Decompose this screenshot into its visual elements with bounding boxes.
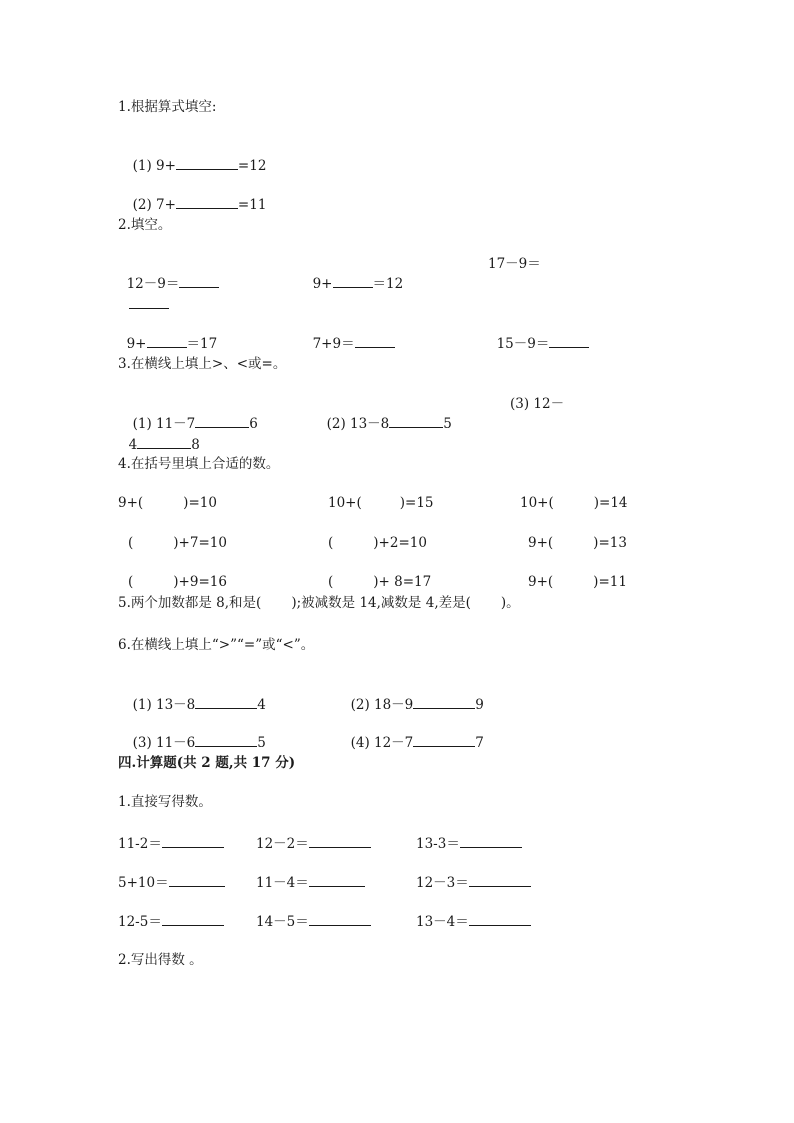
q1-item-1-post: =12	[237, 158, 267, 174]
answer-blank[interactable]	[413, 732, 475, 747]
c1-r1-a-text: 11-2＝	[118, 836, 162, 852]
q1-item-2	[124, 176, 266, 214]
answer-blank[interactable]	[309, 872, 365, 887]
q1-item-2-post: =11	[237, 197, 267, 213]
answer-blank[interactable]	[469, 872, 531, 887]
q2-r1-a-text: 12－9＝	[126, 276, 180, 292]
c1-r1-a	[118, 833, 224, 853]
q3-item-1-post: 6	[249, 416, 258, 432]
q4-r3-c-pre: 9+(	[528, 574, 554, 590]
q2-r2-c	[488, 315, 589, 353]
q4-r3-a-pre: (	[128, 574, 134, 590]
q1-item-2-pre: (2) 7+	[132, 197, 176, 213]
c1-r3-c-text: 13－4＝	[416, 914, 469, 930]
c2-title: 2.写出得数 。	[118, 952, 203, 968]
c1-r1-b	[256, 833, 371, 853]
answer-blank[interactable]	[176, 194, 238, 209]
q4-r1-a-post: )=10	[183, 495, 217, 511]
answer-blank[interactable]	[162, 833, 224, 848]
c1-r1-c-text: 13-3＝	[416, 836, 460, 852]
answer-blank[interactable]	[549, 333, 589, 348]
q4-r2-b-post: )+2=10	[373, 535, 427, 551]
q3-item-2-pre: (2) 13－8	[326, 416, 390, 432]
answer-blank[interactable]	[162, 911, 224, 926]
q4-r3-a-post: )+9=16	[173, 574, 227, 590]
answer-blank[interactable]	[147, 333, 187, 348]
answer-blank[interactable]	[355, 333, 395, 348]
q6-item-1	[124, 676, 266, 714]
q4-r2-b-pre: (	[328, 535, 334, 551]
answer-blank[interactable]	[176, 155, 238, 170]
q3-item-3-cont-pre: 4	[128, 437, 138, 453]
q2-r2-b-text: 7+9＝	[312, 336, 355, 352]
q4-r1-b	[328, 494, 434, 512]
answer-blank[interactable]	[309, 911, 371, 926]
q4-r3-b-post: )+ 8=17	[373, 574, 432, 590]
c1-r2-c	[416, 872, 531, 892]
answer-blank[interactable]	[195, 694, 257, 709]
q3-title: 3.在横线上填上>、<或=。	[118, 356, 287, 372]
q4-r3-b-pre: (	[328, 574, 334, 590]
q4-r2-a-post: )+7=10	[173, 535, 227, 551]
q6-title: 6.在横线上填上“>”“=”或“<”。	[118, 637, 315, 653]
c1-r2-b-text: 11－4＝	[256, 875, 309, 891]
q4-r1-a	[118, 494, 217, 512]
q6-item-1-pre: (1) 13－8	[132, 697, 196, 713]
q4-r2-c-pre: 9+(	[528, 535, 554, 551]
c1-r3-b	[256, 911, 371, 931]
q2-r1-c: 17－9＝	[488, 256, 541, 272]
section-4-title: 四.计算题(共 2 题,共 17 分)	[118, 755, 296, 771]
q3-item-2-post: 5	[443, 416, 452, 432]
q4-r3-c-post: )=11	[593, 574, 627, 590]
c1-r3-a-text: 12-5＝	[118, 914, 162, 930]
answer-blank[interactable]	[179, 273, 219, 288]
q2-title: 2.填空。	[118, 217, 172, 233]
answer-blank[interactable]	[195, 732, 257, 747]
answer-blank[interactable]	[195, 413, 249, 428]
q6-item-1-post: 4	[257, 697, 266, 713]
q2-r2-a-post: ＝17	[186, 336, 218, 352]
answer-blank[interactable]	[137, 434, 191, 449]
c1-title: 1.直接写得数。	[118, 794, 212, 810]
q4-r2-c	[528, 534, 627, 552]
answer-blank[interactable]	[413, 694, 475, 709]
answer-blank[interactable]	[309, 833, 371, 848]
q3-item-2	[318, 395, 452, 433]
q4-r3-c	[528, 573, 627, 591]
q2-r2-a	[118, 315, 217, 353]
q3-item-3-cont	[120, 416, 200, 454]
q6-item-4-pre: (4) 12－7	[350, 735, 414, 751]
c1-r3-c	[416, 911, 531, 931]
q4-r2-b	[328, 534, 427, 552]
answer-blank[interactable]	[460, 833, 522, 848]
c1-r2-a-text: 5+10＝	[118, 875, 169, 891]
answer-blank[interactable]	[169, 872, 225, 887]
c1-r1-b-text: 12－2＝	[256, 836, 309, 852]
q2-r2-a-pre: 9+	[126, 336, 147, 352]
q6-item-3-pre: (3) 11－6	[132, 735, 196, 751]
q6-item-3-post: 5	[257, 735, 266, 751]
q6-item-2	[342, 676, 484, 714]
q2-r2-b	[304, 315, 395, 353]
q3-item-3-cont-post: 8	[191, 437, 200, 453]
q4-r1-a-pre: 9+(	[118, 495, 144, 511]
answer-blank[interactable]	[129, 294, 169, 309]
q4-r2-a-pre: (	[128, 535, 134, 551]
q4-r2-a	[128, 534, 227, 552]
q4-r3-a	[128, 573, 227, 591]
q4-r1-b-pre: 10+(	[328, 495, 362, 511]
q1-item-1	[124, 137, 266, 175]
q4-r1-c-post: )=14	[593, 495, 628, 511]
q6-item-2-post: 9	[475, 697, 484, 713]
c1-r2-c-text: 12－3＝	[416, 875, 469, 891]
q1-item-1-pre: (1) 9+	[132, 158, 176, 174]
q1-title: 1.根据算式填空:	[118, 99, 217, 115]
answer-blank[interactable]	[389, 413, 443, 428]
q4-title: 4.在括号里填上合适的数。	[118, 456, 280, 472]
q3-item-3: (3) 12－	[510, 396, 565, 412]
q3-item-1-pre: (1) 11－7	[132, 416, 196, 432]
c1-r2-a	[118, 872, 225, 892]
q4-r1-c-pre: 10+(	[520, 495, 554, 511]
q6-item-2-pre: (2) 18－9	[350, 697, 414, 713]
q4-r3-b	[328, 573, 431, 591]
c1-r2-b	[256, 872, 365, 892]
q4-r2-c-post: )=13	[593, 535, 627, 551]
q2-r1-b	[304, 255, 403, 293]
q6-item-3	[124, 714, 266, 752]
c1-r3-a	[118, 911, 224, 931]
q5-text: 5.两个加数都是 8,和是( );被减数是 14,减数是 4,差是( )。	[118, 595, 520, 611]
c1-r1-c	[416, 833, 522, 853]
q6-item-4-post: 7	[475, 735, 484, 751]
c1-r3-b-text: 14－5＝	[256, 914, 309, 930]
q2-r1-b-post: ＝12	[372, 276, 404, 292]
q2-r1-b-pre: 9+	[312, 276, 333, 292]
q2-r2-c-text: 15－9＝	[496, 336, 550, 352]
q4-r1-c	[520, 494, 628, 512]
q4-r1-b-post: )=15	[399, 495, 434, 511]
q6-item-4	[342, 714, 484, 752]
q2-r1-c-blank	[120, 276, 169, 314]
answer-blank[interactable]	[469, 911, 531, 926]
answer-blank[interactable]	[333, 273, 373, 288]
